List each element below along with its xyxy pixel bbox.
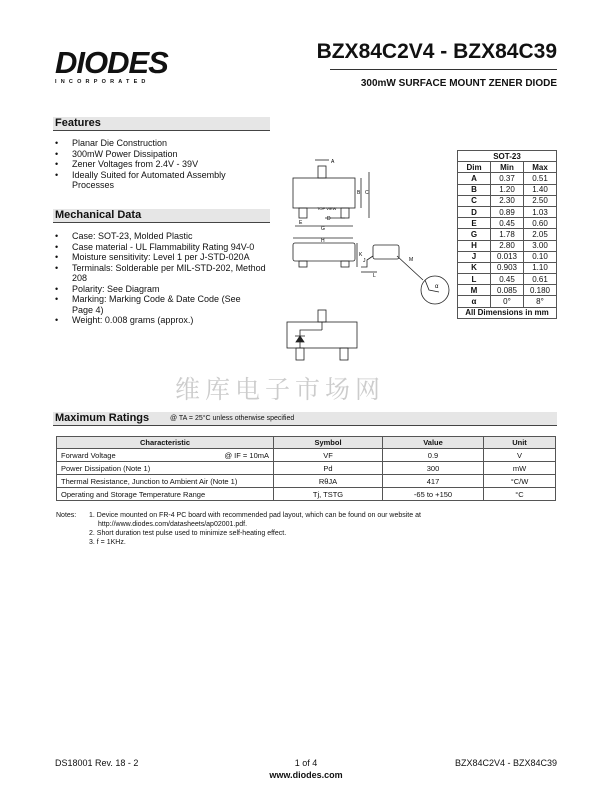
table-cell: D [458, 206, 491, 217]
condition: @ IF = 10mA [224, 450, 269, 460]
table-header: Value [383, 437, 484, 449]
table-row [458, 240, 557, 251]
table-cell: 8° [523, 296, 556, 307]
pin-1 [299, 208, 307, 218]
notes-label: Notes: [56, 512, 77, 519]
table-cell: M [458, 285, 491, 296]
dim-h-label: H [321, 238, 325, 244]
table-row [458, 229, 557, 240]
table-cell: 0.61 [523, 274, 556, 285]
table-cell: °C/W [484, 475, 556, 488]
table-cell: 0.013 [491, 251, 524, 262]
polarity-diagram [287, 310, 357, 360]
part-title: BZX84C2V4 - BZX84C39 [316, 40, 557, 63]
table-cell: Pd [274, 462, 383, 475]
footer-url[interactable]: www.diodes.com [269, 770, 343, 780]
pin-2 [341, 208, 349, 218]
table-row [458, 296, 557, 307]
table-row [458, 195, 557, 206]
max-ratings-title: Maximum Ratings [55, 412, 150, 424]
package-body-top [293, 178, 355, 208]
list-item: • Ideally Suited for Automated Assembly Processes [53, 170, 262, 191]
table-cell: 1.40 [523, 184, 556, 195]
table-row [57, 475, 556, 488]
note-item: 2. Short duration test pulse used to minimize self-heating effect. [89, 530, 287, 537]
footer-doc: DS18001 Rev. 18 - 2 [55, 758, 139, 768]
table-cell: 0.180 [523, 285, 556, 296]
side-pin-1 [299, 261, 307, 267]
mechanical-list [53, 231, 288, 326]
logo-text: DIODES [55, 45, 168, 80]
table-cell: G [458, 229, 491, 240]
max-ratings-table [56, 436, 556, 501]
list-item: • 300mW Power Dissipation [53, 149, 283, 160]
table-cell: 1.10 [523, 262, 556, 273]
table-row [57, 449, 556, 462]
table-header: Characteristic [57, 437, 274, 449]
diodes-logo [55, 45, 168, 85]
table-cell: 0.9 [383, 449, 484, 462]
table-cell: Power Dissipation (Note 1) [57, 462, 274, 475]
features-list [53, 138, 283, 191]
table-cell: 0.60 [523, 218, 556, 229]
table-cell: 0.45 [491, 274, 524, 285]
sot23-title: SOT-23 [458, 151, 557, 162]
dim-d-label: D [327, 216, 331, 222]
mechanical-title: Mechanical Data [55, 209, 142, 221]
table-cell: 0.37 [491, 173, 524, 184]
dim-m-label: M [409, 257, 414, 263]
table-cell: VF [274, 449, 383, 462]
table-header: Unit [484, 437, 556, 449]
table-cell: C [458, 195, 491, 206]
table-row [458, 285, 557, 296]
table-row [458, 251, 557, 262]
dim-alpha-label: α [435, 284, 439, 290]
top-view-label: TOP VIEW [317, 206, 337, 211]
list-item: • Moisture sensitivity: Level 1 per J-STD-020A [53, 252, 288, 263]
table-row [458, 184, 557, 195]
sot23-header: Max [523, 162, 556, 173]
table-cell: α [458, 296, 491, 307]
list-item: • Polarity: See Diagram [53, 284, 288, 295]
max-ratings-condition: @ TA = 25°C unless otherwise specified [170, 415, 295, 422]
watermark: 维库电子市场网 [175, 375, 386, 404]
table-row [458, 173, 557, 184]
footer-page: 1 of 4 [294, 758, 318, 768]
note-item: 1. Device mounted on FR-4 PC board with recommended pad layout, which can be found on our website at [89, 512, 421, 519]
title-rule [330, 69, 557, 70]
table-cell: 0.085 [491, 285, 524, 296]
table-row [458, 274, 557, 285]
table-row [458, 262, 557, 273]
note-item: 3. f = 1KHz. [89, 539, 126, 546]
pin-3 [318, 166, 326, 178]
package-drawing [285, 150, 455, 375]
package-body-end [373, 245, 399, 259]
dim-g-label: G [321, 226, 325, 232]
table-cell: 417 [383, 475, 484, 488]
list-item: • Marking: Marking Code & Date Code (See Page 4) [53, 294, 252, 315]
table-row [458, 206, 557, 217]
dim-b-label: B [357, 190, 361, 196]
table-cell: 0.903 [491, 262, 524, 273]
table-cell: Operating and Storage Temperature Range [57, 488, 274, 501]
list-item: • Case: SOT-23, Molded Plastic [53, 231, 288, 242]
sot23-header: Dim [458, 162, 491, 173]
table-cell: L [458, 274, 491, 285]
list-item: • Terminals: Solderable per MIL-STD-202, Method 208 [53, 263, 272, 284]
table-cell: Thermal Resistance, Junction to Ambient Air (Note 1) [57, 475, 274, 488]
table-cell: H [458, 240, 491, 251]
sot23-header: Min [491, 162, 524, 173]
footer-part: BZX84C2V4 - BZX84C39 [454, 758, 557, 768]
note-item[interactable]: http://www.diodes.com/datasheets/ap02001.pdf. [98, 521, 248, 528]
table-cell: 2.05 [523, 229, 556, 240]
table-cell: 2.50 [523, 195, 556, 206]
dim-k-label: K [359, 252, 363, 258]
table-cell: 0.10 [523, 251, 556, 262]
table-cell: 0° [491, 296, 524, 307]
dim-l-label: L [373, 273, 376, 279]
table-cell: 0.45 [491, 218, 524, 229]
side-pin-2 [341, 261, 349, 267]
table-cell: E [458, 218, 491, 229]
sot23-table [457, 150, 557, 319]
dim-j-label: J [363, 258, 366, 264]
features-title: Features [55, 117, 101, 129]
dim-c-label: C [365, 190, 369, 196]
list-item: • Zener Voltages from 2.4V - 39V [53, 159, 283, 170]
table-cell: K [458, 262, 491, 273]
table-cell: RθJA [274, 475, 383, 488]
table-cell: mW [484, 462, 556, 475]
dim-a-label: A [331, 159, 335, 165]
table-cell: 1.03 [523, 206, 556, 217]
table-cell: 2.80 [491, 240, 524, 251]
list-item: • Weight: 0.008 grams (approx.) [53, 315, 288, 326]
table-cell [57, 449, 274, 462]
table-cell: B [458, 184, 491, 195]
table-row [57, 462, 556, 475]
sot23-footer: All Dimensions in mm [458, 307, 557, 318]
list-item: • Planar Die Construction [53, 138, 283, 149]
table-cell: J [458, 251, 491, 262]
table-cell: 1.78 [491, 229, 524, 240]
table-cell: V [484, 449, 556, 462]
table-cell: 1.20 [491, 184, 524, 195]
table-row [458, 218, 557, 229]
table-cell: 2.30 [491, 195, 524, 206]
table-header: Symbol [274, 437, 383, 449]
dim-e-label: E [299, 220, 303, 226]
characteristic: Forward Voltage [61, 450, 116, 460]
table-cell: 0.89 [491, 206, 524, 217]
list-item: • Case material - UL Flammability Rating 94V-0 [53, 242, 288, 253]
table-cell: 0.51 [523, 173, 556, 184]
package-body-side [293, 243, 355, 261]
table-cell: Tj, TSTG [274, 488, 383, 501]
table-cell: °C [484, 488, 556, 501]
table-cell: 300 [383, 462, 484, 475]
logo-subtext: INCORPORATED [55, 79, 150, 85]
table-cell: -65 to +150 [383, 488, 484, 501]
table-row [57, 488, 556, 501]
part-subtitle: 300mW SURFACE MOUNT ZENER DIODE [360, 78, 557, 89]
table-cell: 3.00 [523, 240, 556, 251]
table-cell: A [458, 173, 491, 184]
